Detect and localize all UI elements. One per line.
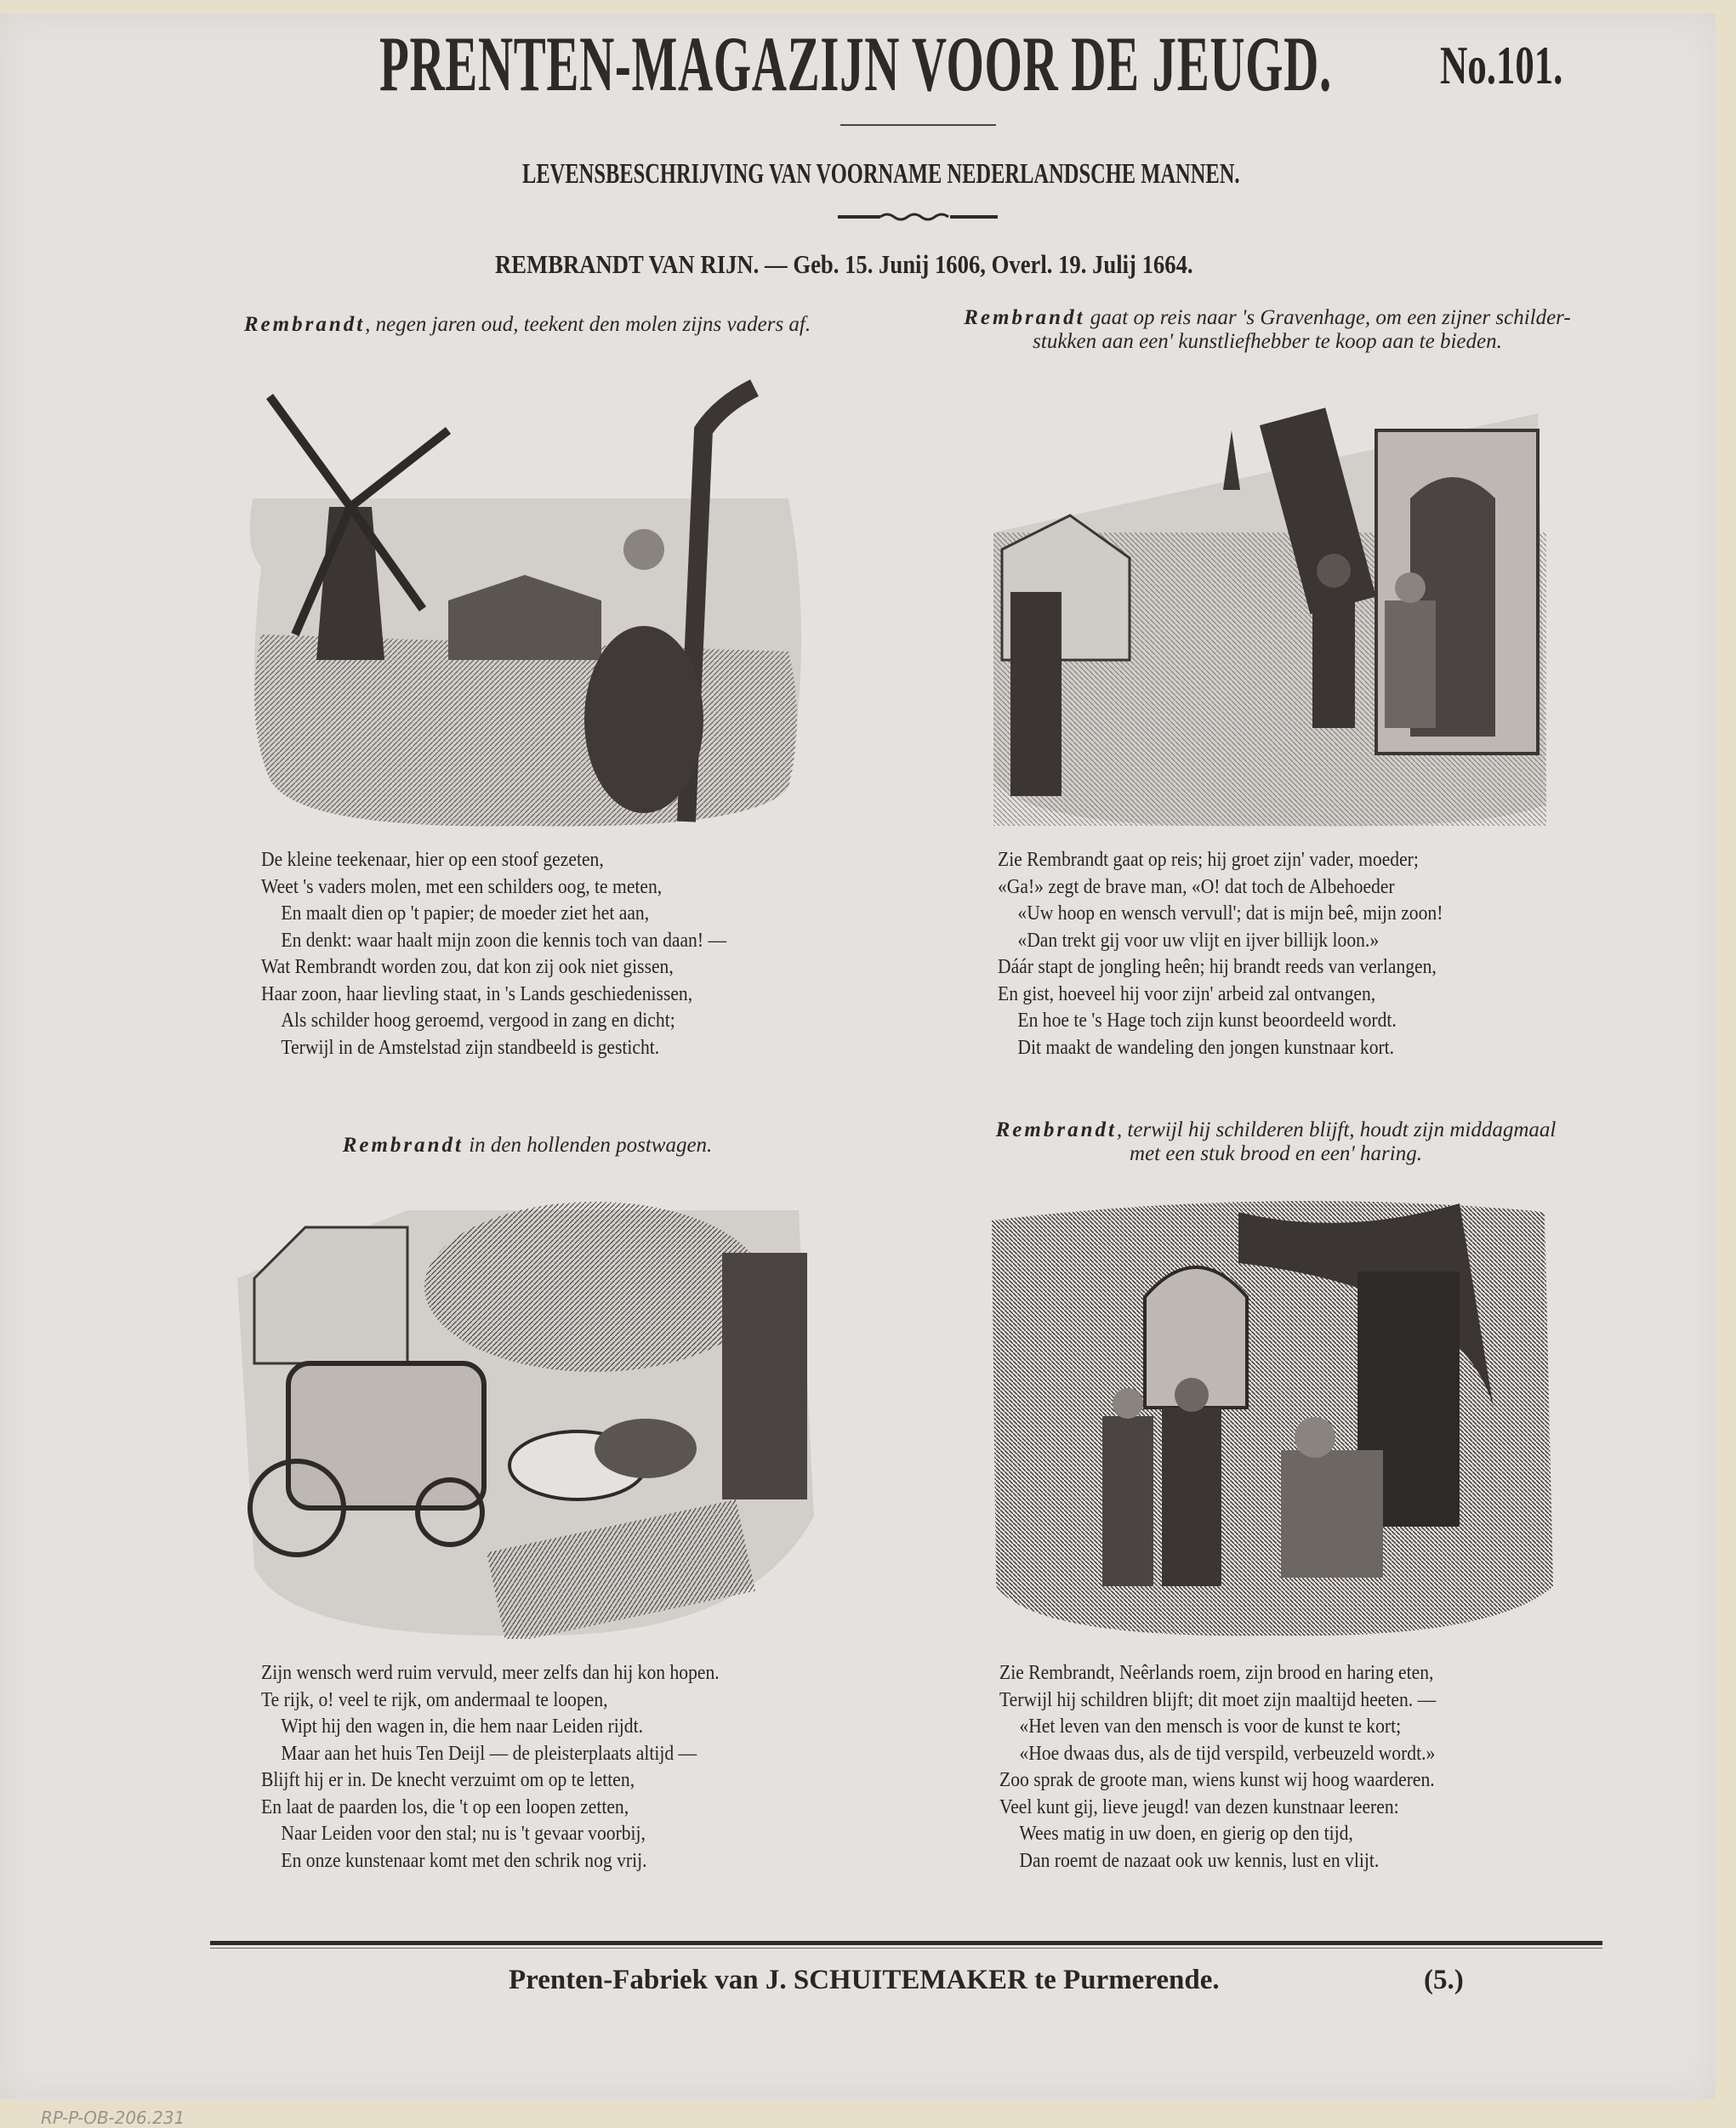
caption-line: gaat op reis naar 's Gravenhage, om een zijner schilder-: [1084, 306, 1571, 329]
verse-line: Naar Leiden voor den stal; nu is 't gevaar voorbij,: [281, 1823, 646, 1845]
verse-line: Zoo sprak de groote man, wiens kunst wij hoog waarderen.: [999, 1769, 1435, 1791]
verse-line: Dit maakt de wandeling den jongen kunstnaar kort.: [1017, 1036, 1395, 1059]
verse-panel-4: [999, 1660, 1436, 1875]
engraving-windmill: [244, 379, 814, 830]
caption-name: Rembrandt: [995, 1118, 1117, 1141]
caption-panel-1: [213, 313, 842, 337]
caption-line: , terwijl hij schilderen blijft, houdt zijn middagmaal: [1116, 1118, 1557, 1141]
verse-line: Haar zoon, haar lievling staat, in 's Lands geschiedenissen,: [261, 982, 693, 1005]
caption-name: Rembrandt: [964, 306, 1085, 329]
caption-line: stukken aan een' kunstliefhebber te koop aan te bieden.: [1033, 330, 1502, 353]
verse-panel-1: [261, 847, 726, 1061]
verse-line: Veel kunt gij, lieve jeugd! van dezen kunstnaar leeren:: [999, 1795, 1399, 1818]
caption-line: met een stuk brood en een' haring.: [1130, 1142, 1422, 1165]
verse-line: «Uw hoop en wensch vervull'; dat is mijn beê, mijn zoon!: [1017, 902, 1443, 925]
caption-panel-4: [944, 1118, 1608, 1166]
verse-line: De kleine teekenaar, hier op een stoof gezeten,: [261, 849, 604, 871]
verse-line: En onze kunstenaar komt met den schrik nog vrij.: [281, 1849, 647, 1872]
subject-life-dates: REMBRANDT VAN RIJN. — Geb. 15. Junij 1606, Overl. 19. Julij 1664.: [495, 249, 1193, 279]
verse-line: Te rijk, o! veel te rijk, om andermaal te loopen,: [261, 1688, 608, 1711]
catalog-number: RP-P-OB-206.231: [41, 2108, 185, 2128]
verse-line: «Hoe dwaas dus, als de tijd verspild, verbeuzeld wordt.»: [1019, 1742, 1436, 1765]
engraving-departure: [976, 379, 1560, 830]
verse-line: En gist, hoeveel hij voor zijn' arbeid zal ontvangen,: [998, 982, 1376, 1005]
caption-panel-3: [298, 1134, 757, 1158]
series-subtitle: LEVENSBESCHRIJVING VAN VOORNAME NEDERLANDSCHE MANNEN.: [522, 158, 1240, 190]
caption-panel-2: [927, 306, 1608, 354]
verse-line: Zie Rembrandt, Neêrlands roem, zijn brood en haring eten,: [999, 1662, 1434, 1684]
verse-line: En denkt: waar haalt mijn zoon die kennis toch van daan! —: [281, 929, 727, 952]
verse-panel-3: [261, 1660, 720, 1875]
engraving-runaway-coach: [237, 1193, 814, 1639]
caption-name: Rembrandt: [342, 1134, 464, 1157]
verse-line: Wat Rembrandt worden zou, dat kon zij ook niet gissen,: [261, 956, 674, 978]
verse-line: En hoe te 's Hage toch zijn kunst beoordeeld wordt.: [1017, 1010, 1397, 1032]
magazine-title: PRENTEN-MAGAZIJN VOOR DE JEUGD.: [379, 20, 1332, 107]
caption-name: Rembrandt: [243, 313, 366, 336]
verse-line: En laat de paarden los, die 't op een loopen zetten,: [261, 1795, 629, 1818]
verse-line: Als schilder hoog geroemd, vergood in zang en dicht;: [281, 1010, 675, 1032]
verse-line: Zijn wensch werd ruim vervuld, meer zelfs dan hij kon hopen.: [261, 1662, 720, 1684]
verse-line: Terwijl in de Amstelstad zijn standbeeld is gesticht.: [281, 1036, 660, 1059]
engraving-studio-meal: [983, 1186, 1557, 1639]
footer-rule: [210, 1941, 1602, 1945]
publisher-imprint: Prenten-Fabriek van J. SCHUITEMAKER te Purmerende.: [509, 1965, 1220, 1995]
page-number: (5.): [1424, 1965, 1464, 1995]
verse-line: Wipt hij den wagen in, die hem naar Leiden rijdt.: [281, 1715, 644, 1738]
footer-rule-thin: [210, 1948, 1602, 1949]
verse-line: Wees matig in uw doen, en gierig op den tijd,: [1019, 1823, 1353, 1845]
verse-line: Maar aan het huis Ten Deijl — de pleisterplaats altijd —: [281, 1742, 697, 1765]
verse-line: Blijft hij er in. De knecht verzuimt om op te letten,: [261, 1769, 635, 1791]
verse-line: «Dan trekt gij voor uw vlijt en ijver billijk loon.»: [1017, 929, 1380, 952]
caption-line: , negen jaren oud, teekent den molen zijns vaders af.: [365, 313, 811, 336]
verse-line: «Het leven van den mensch is voor de kunst te kort;: [1019, 1715, 1402, 1738]
verse-line: Zie Rembrandt gaat op reis; hij groet zijn' vader, moeder;: [998, 849, 1419, 871]
caption-line: in den hollenden postwagen.: [463, 1134, 713, 1157]
verse-line: «Ga!» zegt de brave man, «O! dat toch de Albehoeder: [998, 875, 1395, 898]
verse-line: Weet 's vaders molen, met een schilders oog, te meten,: [261, 875, 663, 898]
verse-line: Dan roemt de nazaat ook uw kennis, lust en vlijt.: [1019, 1849, 1380, 1872]
ornament-divider-icon: [838, 210, 999, 224]
verse-line: Terwijl hij schildren blijft; dit moet zijn maaltijd heeten. —: [999, 1688, 1437, 1711]
title-rule: [840, 124, 996, 126]
verse-line: Dáár stapt de jongling heên; hij brandt reeds van verlangen,: [998, 956, 1437, 978]
verse-panel-2: [998, 847, 1443, 1061]
issue-number: No.101.: [1440, 35, 1563, 95]
verse-line: En maalt dien op 't papier; de moeder ziet het aan,: [281, 902, 650, 925]
